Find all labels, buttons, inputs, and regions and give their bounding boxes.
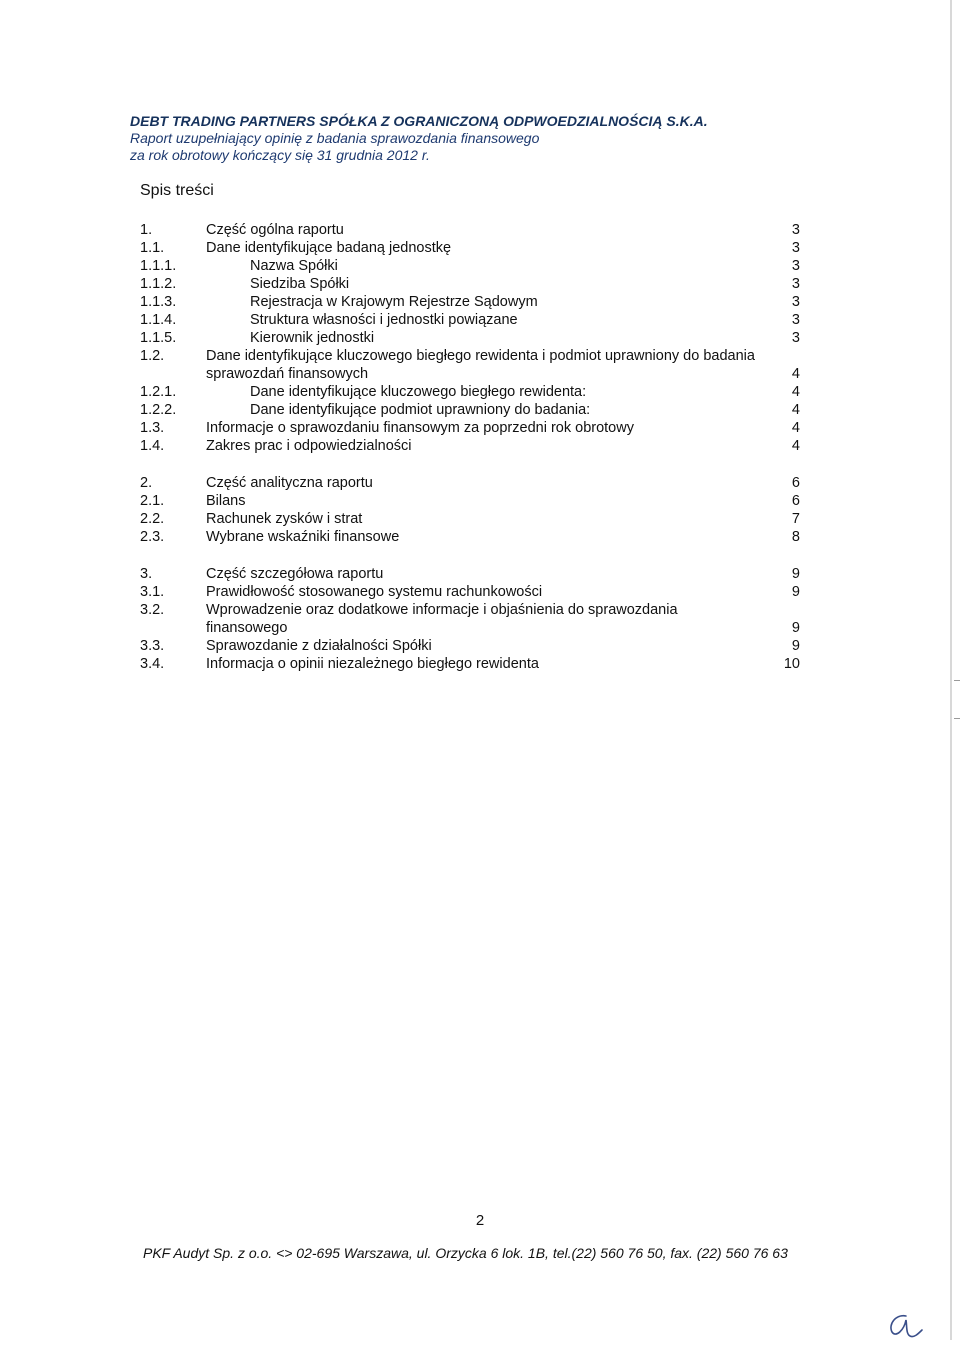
toc-entry: [140, 565, 800, 583]
toc-entry: [140, 383, 800, 401]
toc-entry-page: 4: [791, 402, 800, 418]
toc-entry: [140, 492, 800, 510]
toc-entry-page: 3: [791, 222, 800, 238]
toc-entry-title: Kierownik jednostki: [250, 330, 375, 346]
toc-entry-page: 4: [791, 420, 800, 436]
toc-entry-title: Informacje o sprawozdaniu finansowym za poprzedni rok obrotowy: [206, 420, 634, 436]
toc-entry: [140, 275, 800, 293]
toc-entry-title: Bilans: [206, 493, 246, 509]
toc-entry-number: 1.2.2.: [140, 402, 177, 418]
toc-entry-number: 1.1.: [140, 240, 165, 256]
toc-entry-page: 3: [791, 330, 800, 346]
edge-mark: [954, 718, 960, 719]
toc-entry-title: Siedziba Spółki: [250, 276, 350, 292]
toc-entry: [140, 419, 800, 437]
toc-entry-number: 1.: [140, 222, 153, 238]
toc-entry: [140, 437, 800, 455]
toc-entry-number: 1.2.: [140, 348, 165, 364]
toc-entry-page: 10: [783, 656, 800, 672]
toc-entry: [140, 221, 800, 239]
toc-entry-number: 2.3.: [140, 529, 165, 545]
toc-entry: [140, 601, 800, 637]
company-name: DEBT TRADING PARTNERS SPÓŁKA Z OGRANICZONĄ ODPWOEDZIALNOŚCIĄ S.K.A.: [130, 113, 708, 129]
toc-entry: [140, 311, 800, 329]
toc-entry-title: Część ogólna raportu: [206, 222, 344, 238]
toc-entry-page: 9: [791, 638, 800, 654]
toc-entry-title: Dane identyfikujące podmiot uprawniony do badania:: [250, 402, 591, 418]
toc-entry-number: 3.1.: [140, 584, 165, 600]
toc-entry-page: 6: [791, 475, 800, 491]
toc-entry-number: 2.1.: [140, 493, 165, 509]
toc-entry-number: 1.4.: [140, 438, 165, 454]
toc-entry-page: 4: [791, 438, 800, 454]
toc-entry-number: 3.4.: [140, 656, 165, 672]
toc-entry: [140, 528, 800, 546]
toc-entry-title: Wprowadzenie oraz dodatkowe informacje i objaśnienia do sprawozdania finansowego: [206, 602, 678, 636]
toc-entry-page: 3: [791, 312, 800, 328]
toc-entry-number: 3.2.: [140, 602, 165, 618]
toc-entry-number: 1.1.4.: [140, 312, 177, 328]
toc-entry-page: 9: [791, 620, 800, 636]
toc-entry-page: 7: [791, 511, 800, 527]
report-period: za rok obrotowy kończący się 31 grudnia 2012 r.: [130, 147, 430, 163]
toc-entry: [140, 583, 800, 601]
toc-entry-title: Rejestracja w Krajowym Rejestrze Sądowym: [250, 294, 538, 310]
toc-entry-page: 4: [791, 366, 800, 382]
toc-entry-number: 2.: [140, 475, 153, 491]
toc-entry-title: Część szczegółowa raportu: [206, 566, 384, 582]
toc-entry-number: 1.1.2.: [140, 276, 177, 292]
toc-entry-page: 9: [791, 566, 800, 582]
toc-entry-number: 2.2.: [140, 511, 165, 527]
toc-entry-number: 1.1.1.: [140, 258, 177, 274]
toc-entry: [140, 401, 800, 419]
toc-entry-title: Rachunek zysków i strat: [206, 511, 363, 527]
toc-entry-title: Dane identyfikujące kluczowego biegłego rewidenta i podmiot uprawniony do badania sprawozdań finansowych: [206, 348, 755, 382]
toc-entry-title: Sprawozdanie z działalności Spółki: [206, 638, 432, 654]
toc-entry-page: 4: [791, 384, 800, 400]
page-edge: [950, 0, 952, 1340]
toc-entry: [140, 329, 800, 347]
toc-entry-number: 1.2.1.: [140, 384, 177, 400]
toc-entry-number: 1.1.5.: [140, 330, 177, 346]
toc-entry-title: Dane identyfikujące kluczowego biegłego rewidenta:: [250, 384, 587, 400]
toc-entry-title: Część analityczna raportu: [206, 475, 373, 491]
toc-entry-title: Informacja o opinii niezależnego biegłego rewidenta: [206, 656, 539, 672]
toc-entry: [140, 474, 800, 492]
page-footer: PKF Audyt Sp. z o.o. <> 02-695 Warszawa, ul. Orzycka 6 lok. 1B, tel.(22) 560 76 50, fax. (22) 560 76 63: [143, 1245, 788, 1261]
table-of-contents: [140, 221, 800, 673]
toc-entry: [140, 293, 800, 311]
toc-entry-number: 3.: [140, 566, 153, 582]
toc-entry: [140, 347, 800, 383]
toc-entry: [140, 655, 800, 673]
toc-entry-number: 1.3.: [140, 420, 165, 436]
toc-entry-number: 1.1.3.: [140, 294, 177, 310]
handwritten-initials: [884, 1308, 924, 1344]
toc-entry-page: 3: [791, 240, 800, 256]
toc-entry: [140, 257, 800, 275]
toc-entry-title: Struktura własności i jednostki powiązane: [250, 312, 518, 328]
toc-entry-title: Prawidłowość stosowanego systemu rachunkowości: [206, 584, 543, 600]
toc-entry: [140, 239, 800, 257]
toc-entry-title: Wybrane wskaźniki finansowe: [206, 529, 400, 545]
toc-entry-title: Nazwa Spółki: [250, 258, 338, 274]
toc-entry-page: 6: [791, 493, 800, 509]
edge-mark: [954, 680, 960, 681]
toc-entry-page: 8: [791, 529, 800, 545]
toc-entry-title: Dane identyfikujące badaną jednostkę: [206, 240, 452, 256]
page-number: 2: [475, 1212, 485, 1229]
toc-entry-page: 9: [791, 584, 800, 600]
report-subtitle: Raport uzupełniający opinię z badania sprawozdania finansowego: [130, 130, 540, 146]
toc-entry-page: 3: [791, 294, 800, 310]
toc-entry-number: 3.3.: [140, 638, 165, 654]
toc-entry: [140, 510, 800, 528]
toc-entry-page: 3: [791, 276, 800, 292]
toc-entry-page: 3: [791, 258, 800, 274]
toc-entry: [140, 637, 800, 655]
toc-entry-title: Zakres prac i odpowiedzialności: [206, 438, 412, 454]
toc-title: Spis treści: [140, 182, 214, 199]
document-header: [130, 113, 708, 164]
